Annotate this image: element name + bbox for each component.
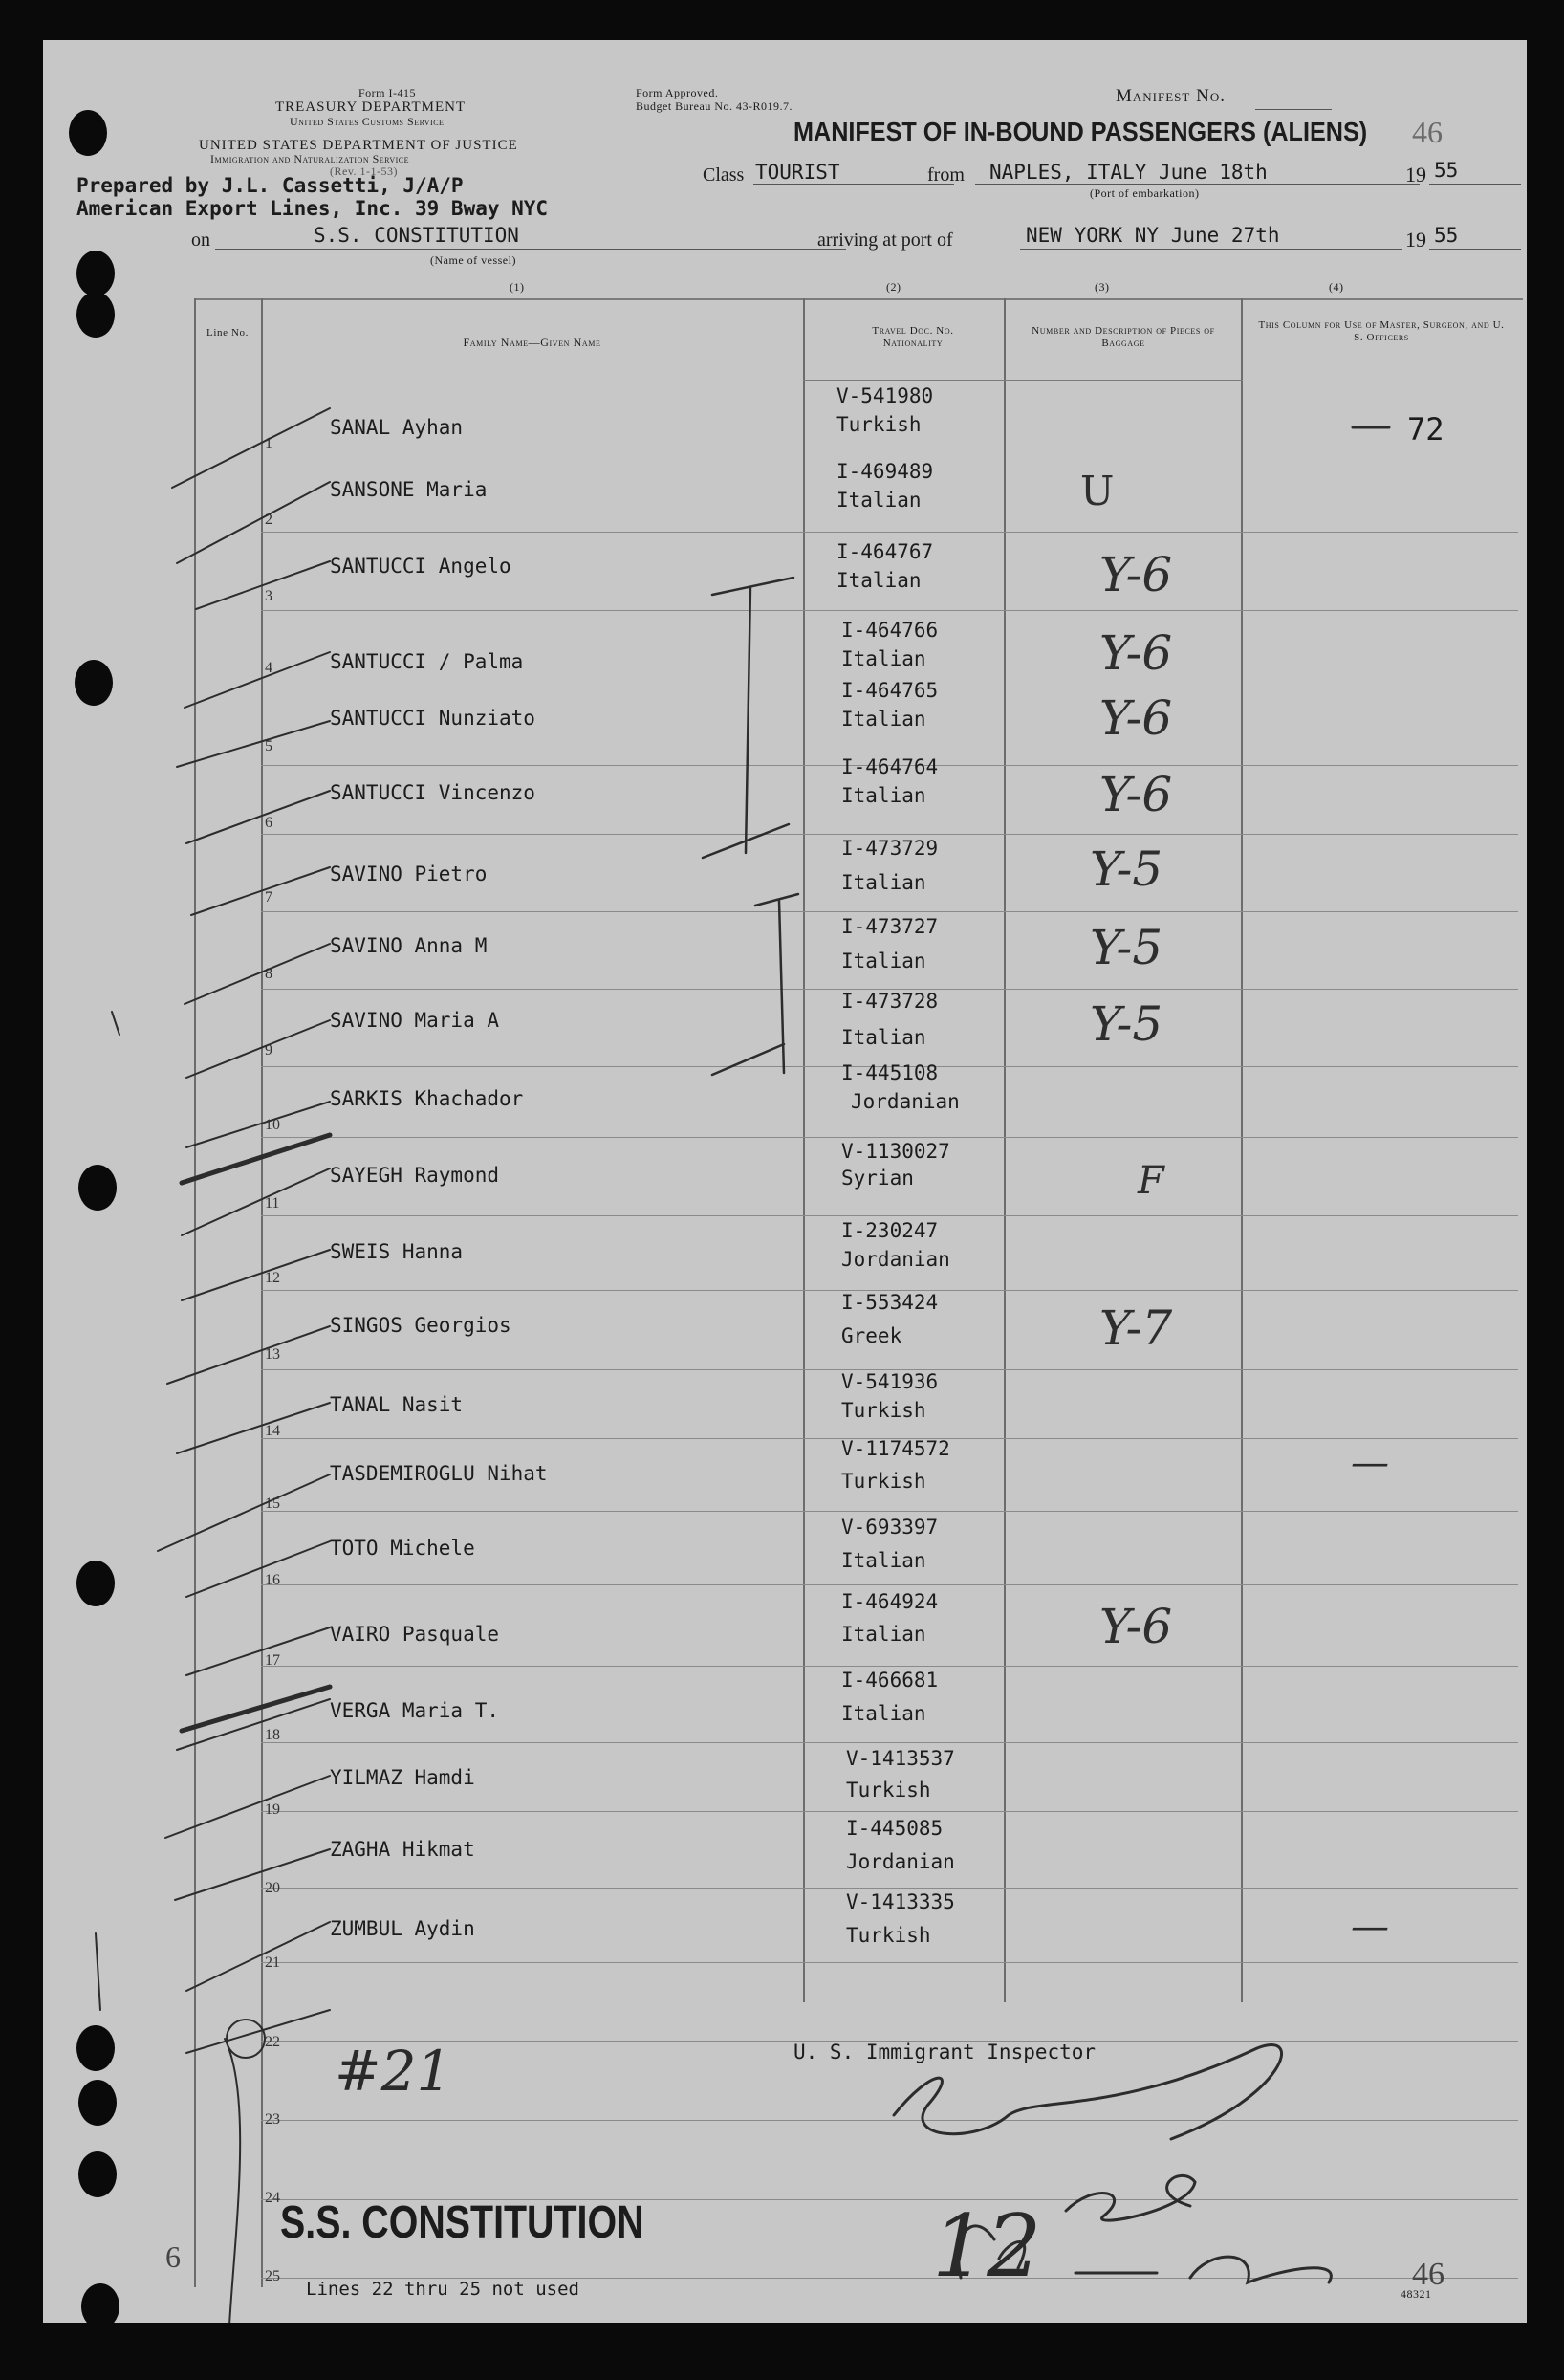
- binder-hole: [81, 2283, 119, 2329]
- passenger-name: SAYEGH Raymond: [330, 1164, 500, 1187]
- nationality: Jordanian: [846, 1850, 955, 1873]
- line-number: 14: [265, 1423, 280, 1439]
- col-num-4: (4): [1329, 280, 1344, 294]
- line-number: 12: [265, 1270, 280, 1286]
- arriving-value: NEW YORK NY June 27th: [1026, 224, 1280, 247]
- travel-doc-no: V-1174572: [841, 1437, 950, 1460]
- travel-doc-no: I-553424: [841, 1291, 939, 1314]
- vessel-name: S.S. CONSTITUTION: [314, 224, 519, 247]
- prepared-company: American Export Lines, Inc. 39 Bway NYC: [76, 197, 549, 220]
- travel-doc-no: V-541980: [836, 384, 934, 407]
- baggage-note: Y-7: [1099, 1300, 1173, 1356]
- line-number: 11: [265, 1195, 280, 1212]
- handwritten-number: 12: [932, 2196, 1042, 2297]
- line-number: 2: [265, 512, 272, 528]
- nationality: Italian: [841, 950, 926, 972]
- baggage-note: Y-6: [1099, 1599, 1173, 1654]
- binder-hole: [78, 2151, 117, 2197]
- line-number: 5: [265, 738, 272, 754]
- travel-doc-no: I-445085: [846, 1817, 944, 1840]
- from-label: from: [927, 164, 965, 186]
- nationality: Turkish: [846, 1779, 931, 1801]
- justice-label: UNITED STATES DEPARTMENT OF JUSTICE: [199, 138, 518, 153]
- nationality: Italian: [841, 708, 926, 731]
- line-number: 3: [265, 588, 272, 604]
- officer-note: —: [1351, 1905, 1389, 1949]
- travel-doc-no: I-464765: [841, 679, 939, 702]
- line-number: 16: [265, 1572, 280, 1588]
- col-num-2: (2): [886, 280, 901, 294]
- binder-hole: [78, 1165, 117, 1211]
- line-number: 7: [265, 889, 272, 906]
- travel-doc-no: I-464924: [841, 1590, 939, 1613]
- class-label: Class: [703, 164, 745, 186]
- form-code: 48321: [1401, 2287, 1432, 2301]
- passenger-name: SANSONE Maria: [330, 478, 488, 501]
- col-num-1: (1): [510, 280, 525, 294]
- vessel-stamp: S.S. CONSTITUTION: [280, 2197, 644, 2248]
- header-line-no: Line No.: [206, 327, 249, 338]
- nationality: Italian: [841, 1702, 926, 1725]
- baggage-note: Y-6: [1099, 625, 1173, 681]
- handwritten-line-note: #21: [335, 2039, 452, 2104]
- baggage-note: Y-5: [1090, 996, 1163, 1052]
- nationality: Turkish: [836, 413, 922, 436]
- manifest-sheet: [43, 40, 1527, 2323]
- manifest-no-label: Manifest No.: [1116, 86, 1226, 106]
- year-1: 55: [1434, 159, 1459, 182]
- travel-doc-no: I-466681: [841, 1669, 939, 1692]
- nationality: Jordanian: [841, 1248, 950, 1271]
- travel-doc-no: V-1130027: [841, 1140, 950, 1163]
- handwritten-marks: [43, 40, 1527, 2323]
- line-number: 17: [265, 1652, 280, 1669]
- on-label: on: [191, 229, 210, 251]
- year-2: 55: [1434, 224, 1459, 247]
- line-number: 8: [265, 966, 272, 982]
- line-number: 25: [265, 2268, 280, 2284]
- passenger-name: SANTUCCI Nunziato: [330, 707, 535, 730]
- line-number: 19: [265, 1801, 280, 1818]
- header-officers: This Column for Use of Master, Surgeon, and U. S. Officers: [1258, 319, 1505, 343]
- passenger-name: VAIRO Pasquale: [330, 1623, 500, 1646]
- form-number: Form I-415: [358, 86, 416, 99]
- nationality: Greek: [841, 1324, 902, 1347]
- year-prefix-2: 19: [1405, 228, 1426, 251]
- header-baggage: Number and Description of Pieces of Baggage: [1032, 325, 1215, 349]
- passenger-name: TASDEMIROGLU Nihat: [330, 1462, 548, 1485]
- binder-hole: [75, 660, 113, 706]
- nationality: Italian: [841, 1623, 926, 1646]
- treasury-label: TREASURY DEPARTMENT: [275, 99, 467, 115]
- manifest-title: MANIFEST OF IN-BOUND PASSENGERS (ALIENS): [793, 117, 1368, 146]
- line-number: 20: [265, 1880, 280, 1896]
- line-number: 18: [265, 1727, 280, 1743]
- passenger-name: TOTO Michele: [330, 1537, 475, 1560]
- binder-hole: [78, 2080, 117, 2126]
- nationality: Syrian: [841, 1167, 914, 1190]
- passenger-name: VERGA Maria T.: [330, 1699, 500, 1722]
- col-num-3: (3): [1095, 280, 1110, 294]
- binder-hole: [76, 292, 115, 338]
- travel-doc-no: I-464766: [841, 619, 939, 642]
- baggage-note: F: [1138, 1159, 1164, 1203]
- travel-doc-no: V-1413537: [846, 1747, 955, 1770]
- passenger-name: TANAL Nasit: [330, 1393, 464, 1416]
- binder-hole: [76, 1561, 115, 1606]
- baggage-note: Y-5: [1090, 920, 1163, 975]
- lines-not-used: Lines 22 thru 25 not used: [306, 2279, 579, 2300]
- class-value: TOURIST: [755, 161, 840, 184]
- year-prefix-1: 19: [1405, 163, 1426, 186]
- budget-bureau: Budget Bureau No. 43-R019.7.: [636, 99, 793, 113]
- line-number: 22: [265, 2034, 280, 2050]
- binder-hole: [76, 251, 115, 296]
- passenger-name: SWEIS Hanna: [330, 1240, 464, 1263]
- officer-note: 72: [1407, 411, 1445, 448]
- travel-doc-no: V-1413335: [846, 1890, 955, 1913]
- margin-number: 6: [165, 2239, 181, 2274]
- passenger-name: SANTUCCI / Palma: [330, 650, 524, 673]
- travel-doc-no: I-230247: [841, 1219, 939, 1242]
- stamp-number: 46: [1412, 2257, 1445, 2292]
- officer-note: —: [1351, 1441, 1389, 1485]
- customs-label: United States Customs Service: [290, 115, 445, 128]
- travel-doc-no: I-473728: [841, 990, 939, 1013]
- vessel-caption: (Name of vessel): [430, 253, 516, 267]
- line-number: 24: [265, 2190, 280, 2206]
- line-number: 9: [265, 1042, 272, 1059]
- nationality: Italian: [836, 489, 922, 512]
- nationality: Turkish: [841, 1399, 926, 1422]
- passenger-name: SAVINO Pietro: [330, 862, 488, 885]
- passenger-name: SAVINO Anna M: [330, 934, 488, 957]
- line-number: 21: [265, 1954, 280, 1971]
- from-value: NAPLES, ITALY June 18th: [989, 161, 1268, 184]
- passenger-name: SANAL Ayhan: [330, 416, 464, 439]
- header-name: Family Name—Given Name: [463, 336, 601, 349]
- passenger-name: ZAGHA Hikmat: [330, 1838, 475, 1861]
- header-travel-doc: Travel Doc. No. Nationality: [872, 325, 954, 349]
- line-number: 13: [265, 1346, 280, 1363]
- line-number: 10: [265, 1117, 280, 1133]
- travel-doc-no: I-464767: [836, 540, 934, 563]
- nationality: Italian: [841, 871, 926, 894]
- passenger-name: SARKIS Khachador: [330, 1087, 524, 1110]
- manifest-number: 46: [1412, 115, 1443, 149]
- travel-doc-no: I-469489: [836, 460, 934, 483]
- nationality: Italian: [841, 647, 926, 670]
- passenger-name: SINGOS Georgios: [330, 1314, 511, 1337]
- line-number: 4: [265, 660, 272, 676]
- binder-hole: [76, 2025, 115, 2071]
- passenger-name: SANTUCCI Vincenzo: [330, 781, 535, 804]
- travel-doc-no: V-541936: [841, 1370, 939, 1393]
- line-number: 23: [265, 2111, 280, 2128]
- line-number: 15: [265, 1496, 280, 1512]
- nationality: Turkish: [841, 1470, 926, 1493]
- passenger-name: SAVINO Maria A: [330, 1009, 500, 1032]
- baggage-note: Y-6: [1099, 690, 1173, 746]
- passenger-name: YILMAZ Hamdi: [330, 1766, 475, 1789]
- binder-hole: [69, 110, 107, 156]
- nationality: Turkish: [846, 1924, 931, 1947]
- nationality: Italian: [836, 569, 922, 592]
- travel-doc-no: V-693397: [841, 1516, 939, 1539]
- baggage-note: U: [1080, 468, 1115, 514]
- nationality: Italian: [841, 1026, 926, 1049]
- line-number: 6: [265, 815, 272, 831]
- baggage-note: Y-5: [1090, 841, 1163, 897]
- prepared-by: Prepared by J.L. Cassetti, J/A/P: [76, 174, 464, 197]
- baggage-note: Y-6: [1099, 767, 1173, 822]
- nationality: Italian: [841, 1549, 926, 1572]
- line-number: 1: [265, 435, 272, 451]
- travel-doc-no: I-473729: [841, 837, 939, 860]
- baggage-note: Y-6: [1099, 547, 1173, 602]
- travel-doc-no: I-473727: [841, 915, 939, 938]
- port-caption: (Port of embarkation): [1090, 186, 1200, 200]
- inspector-label: U. S. Immigrant Inspector: [793, 2041, 1097, 2063]
- ins-label: Immigration and Naturalization Service: [210, 152, 410, 165]
- travel-doc-no: I-445108: [841, 1061, 939, 1084]
- arriving-label: arriving at port of: [817, 229, 953, 251]
- revision-label: (Rev. 1-1-53): [330, 164, 399, 178]
- nationality: Jordanian: [851, 1090, 960, 1113]
- nationality: Italian: [841, 784, 926, 807]
- passenger-name: ZUMBUL Aydin: [330, 1917, 475, 1940]
- form-approved: Form Approved.: [636, 86, 719, 99]
- passenger-name: SANTUCCI Angelo: [330, 555, 511, 578]
- travel-doc-no: I-464764: [841, 755, 939, 778]
